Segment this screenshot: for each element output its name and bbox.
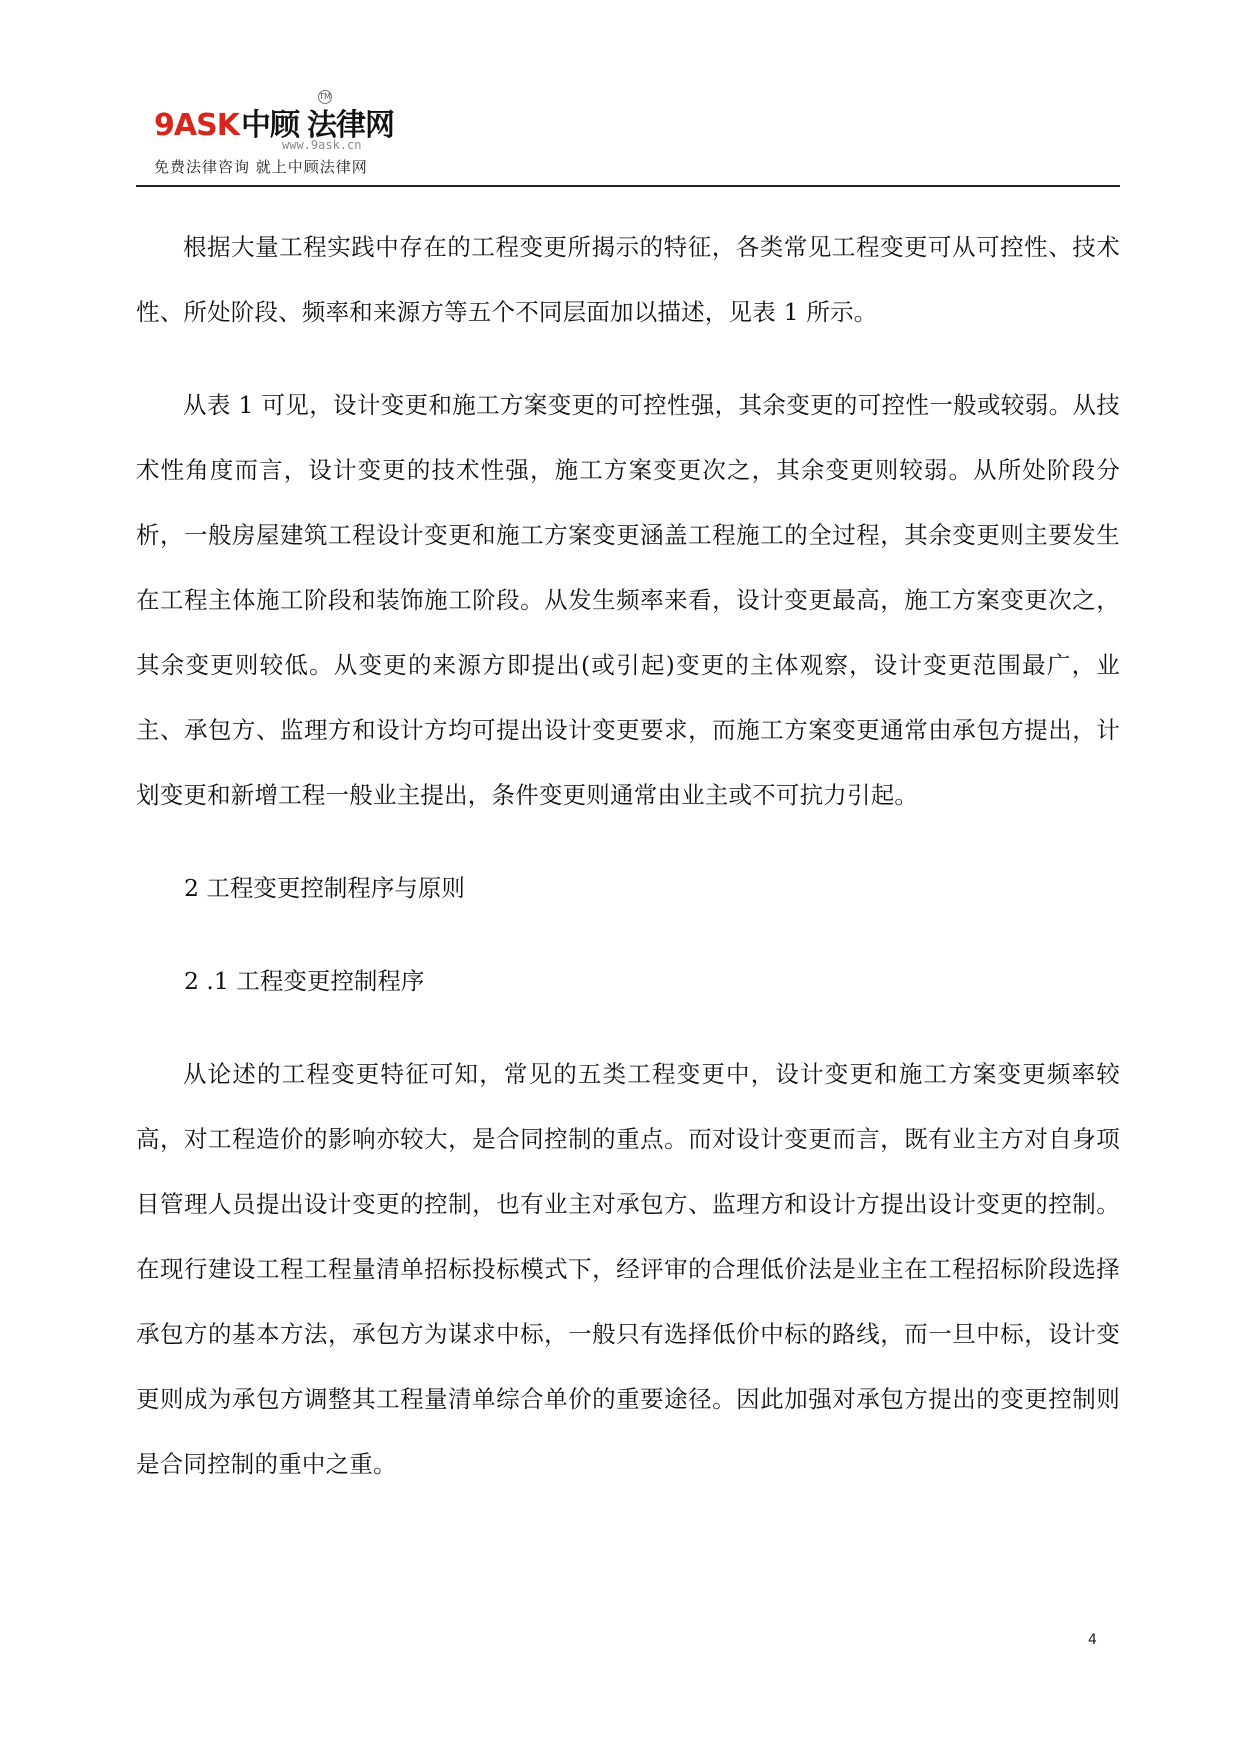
trademark-icon: TM <box>318 90 332 104</box>
header-divider <box>136 185 1120 187</box>
subsection-heading-2-1: 2 .1 工程变更控制程序 <box>184 967 425 995</box>
logo-brand-prefix: 9 <box>154 108 174 143</box>
section-heading-2: 2 工程变更控制程序与原则 <box>184 874 465 902</box>
paragraph-2: 从表 1 可见，设计变更和施工方案变更的可控性强，其余变更的可控性一般或较弱。从技术性角度而言，设计变更的技术性强，施工方案变更次之，其余变更则较弱。从所处阶段分析，一般房屋建筑工程设计变更和施工方案变更涵盖工程施工的全过程，其余变更则主要发生在工程主体施工阶段和装饰施工阶段。从发生频率来看，设计变更最高，施工方案变更次之，其余变更则较低。从变更的来源方即提出(或引起)变更的主体观察，设计变更范围最广，业主、承包方、监理方和设计方均可提出设计变更要求，而施工方案变更通常由承包方提出，计划变更和新增工程一般业主提出，条件变更则通常由业主或不可抗力引起。 <box>136 391 1120 809</box>
paragraph-1: 根据大量工程实践中存在的工程变更所揭示的特征，各类常见工程变更可从可控性、技术性、所处阶段、频率和来源方等五个不同层面加以描述，见表 1 所示。 <box>136 233 1120 326</box>
logo-brand-ask: ASK <box>173 108 239 143</box>
logo-brand-zh: 中顾 <box>240 108 299 143</box>
9ask-logo <box>154 94 414 178</box>
paragraph-3: 从论述的工程变更特征可知，常见的五类工程变更中，设计变更和施工方案变更频率较高，对工程造价的影响亦较大，是合同控制的重点。而对设计变更而言，既有业主方对自身项目管理人员提出设计变更的控制，也有业主对承包方、监理方和设计方提出设计变更的控制。在现行建设工程工程量清单招标投标模式下，经评审的合理低价法是业主在工程招标阶段选择承包方的基本方法，承包方为谋求中标，一般只有选择低价中标的路线，而一旦中标，设计变更则成为承包方调整其工程量清单综合单价的重要途径。因此加强对承包方提出的变更控制则是合同控制的重中之重。 <box>136 1060 1120 1478</box>
page-header <box>136 90 1120 186</box>
logo-url: www.9ask.cn <box>282 138 362 152</box>
page-number: 4 <box>1088 1632 1097 1648</box>
logo-brand-law: 法律网 <box>306 108 394 143</box>
logo-slogan: 免费法律咨询 就上中顾法律网 <box>154 158 368 176</box>
document-body <box>136 215 1120 1497</box>
